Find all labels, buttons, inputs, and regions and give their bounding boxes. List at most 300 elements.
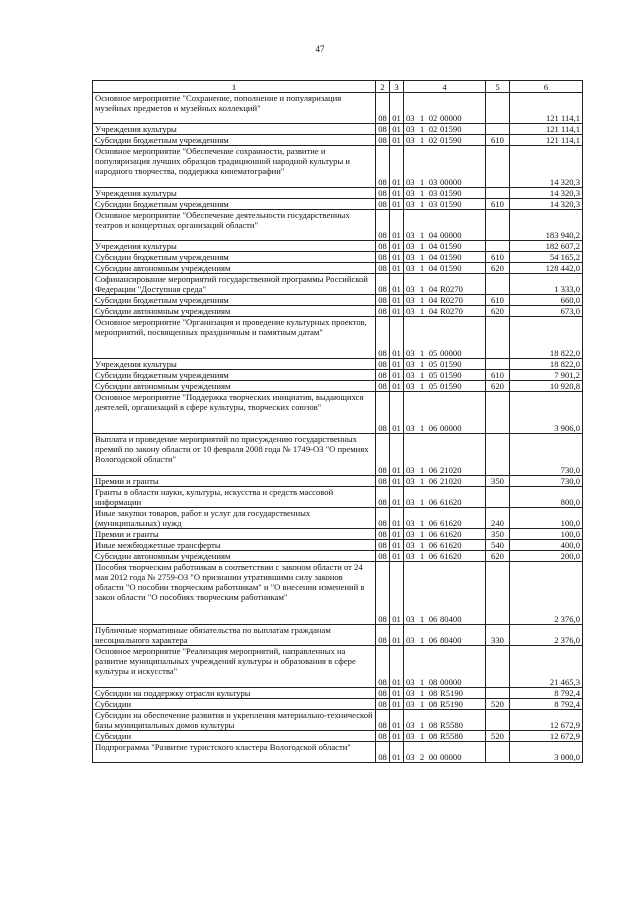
code-part: 03 — [406, 370, 415, 380]
subsection-code: 01 — [390, 476, 404, 487]
row-name: Премии и гранты — [93, 529, 376, 540]
section-code: 08 — [376, 146, 390, 188]
header-cell: 5 — [486, 81, 510, 93]
section-code: 08 — [376, 124, 390, 135]
section-code: 08 — [376, 731, 390, 742]
code-part: 1 — [419, 518, 425, 528]
table-row — [93, 146, 583, 188]
table-row — [93, 529, 583, 540]
code-part: 05 — [428, 348, 438, 358]
section-code: 08 — [376, 274, 390, 295]
subsection-code: 01 — [390, 93, 404, 124]
code-part: 1 — [419, 230, 425, 240]
header-cell: 3 — [390, 81, 404, 93]
subsection-code: 01 — [390, 359, 404, 370]
amount: 121 114,1 — [510, 124, 583, 135]
target-item-code — [404, 487, 486, 508]
code-part: 00000 — [440, 348, 462, 358]
page-number: 47 — [315, 44, 325, 54]
amount: 2 376,0 — [510, 562, 583, 625]
amount: 7 901,2 — [510, 370, 583, 381]
amount: 8 792,4 — [510, 699, 583, 710]
code-part: 06 — [428, 551, 438, 561]
code-part: 04 — [428, 295, 438, 305]
table-row — [93, 93, 583, 124]
section-code: 08 — [376, 252, 390, 263]
target-item-code — [404, 688, 486, 699]
code-part: 06 — [428, 635, 438, 645]
code-part: 03 — [406, 614, 415, 624]
target-item-code — [404, 359, 486, 370]
code-part: R5580 — [440, 731, 463, 741]
amount: 3 906,0 — [510, 392, 583, 434]
expense-type-code: 350 — [486, 529, 510, 540]
amount: 12 672,9 — [510, 731, 583, 742]
code-part: R5190 — [440, 699, 463, 709]
subsection-code: 01 — [390, 252, 404, 263]
amount: 730,0 — [510, 434, 583, 476]
target-item-code — [404, 381, 486, 392]
row-name: Субсидии автономным учреждениям — [93, 263, 376, 274]
section-code: 08 — [376, 540, 390, 551]
code-part: 1 — [419, 423, 425, 433]
row-name: Основное мероприятие "Реализация мероприятий, направленных на развитие муниципальных учреждений культуры и образования в сфере культуры и искусства" — [93, 646, 376, 688]
expense-type-code — [486, 434, 510, 476]
code-part: 00000 — [440, 230, 462, 240]
code-part: 00 — [428, 752, 438, 762]
code-part: 03 — [406, 252, 415, 262]
amount: 183 940,2 — [510, 210, 583, 241]
code-part: 04 — [428, 241, 438, 251]
header-cell: 4 — [404, 81, 486, 93]
target-item-code — [404, 742, 486, 763]
target-item-code — [404, 93, 486, 124]
section-code: 08 — [376, 625, 390, 646]
table-row — [93, 188, 583, 199]
section-code: 08 — [376, 199, 390, 210]
code-part: 02 — [428, 113, 438, 123]
subsection-code: 01 — [390, 317, 404, 359]
code-part: 03 — [406, 263, 415, 273]
expense-type-code — [486, 274, 510, 295]
section-code: 08 — [376, 476, 390, 487]
code-part: 05 — [428, 370, 438, 380]
section-code: 08 — [376, 210, 390, 241]
expense-type-code: 620 — [486, 381, 510, 392]
target-item-code — [404, 306, 486, 317]
code-part: 1 — [419, 381, 425, 391]
section-code: 08 — [376, 487, 390, 508]
table-row — [93, 434, 583, 476]
code-part: 1 — [419, 295, 425, 305]
code-part: 1 — [419, 720, 425, 730]
code-part: 1 — [419, 497, 425, 507]
subsection-code: 01 — [390, 562, 404, 625]
amount: 8 792,4 — [510, 688, 583, 699]
code-part: 1 — [419, 476, 425, 486]
code-part: 1 — [419, 677, 425, 687]
target-item-code — [404, 263, 486, 274]
target-item-code — [404, 540, 486, 551]
amount: 12 672,9 — [510, 710, 583, 731]
row-name: Учреждения культуры — [93, 241, 376, 252]
amount: 121 114,1 — [510, 135, 583, 146]
code-part: 05 — [428, 381, 438, 391]
target-item-code — [404, 188, 486, 199]
code-part: 01590 — [440, 124, 462, 134]
row-name: Субсидии автономным учреждениям — [93, 551, 376, 562]
expense-type-code — [486, 742, 510, 763]
code-part: 61620 — [440, 529, 462, 539]
expense-type-code: 620 — [486, 306, 510, 317]
subsection-code: 01 — [390, 188, 404, 199]
amount: 400,0 — [510, 540, 583, 551]
table-row — [93, 199, 583, 210]
header-cell: 2 — [376, 81, 390, 93]
row-name: Субсидии — [93, 731, 376, 742]
code-part: 00000 — [440, 677, 462, 687]
code-part: 06 — [428, 540, 438, 550]
code-part: 1 — [419, 188, 425, 198]
code-part: 06 — [428, 476, 438, 486]
target-item-code — [404, 710, 486, 731]
code-part: 1 — [419, 551, 425, 561]
code-part: R5580 — [440, 720, 463, 730]
amount: 200,0 — [510, 551, 583, 562]
amount: 1 333,0 — [510, 274, 583, 295]
code-part: 03 — [406, 381, 415, 391]
code-part: 03 — [406, 497, 415, 507]
code-part: 03 — [406, 306, 415, 316]
target-item-code — [404, 434, 486, 476]
row-name: Учреждения культуры — [93, 188, 376, 199]
code-part: 04 — [428, 230, 438, 240]
code-part: 06 — [428, 465, 438, 475]
budget-table — [92, 80, 583, 763]
section-code: 08 — [376, 392, 390, 434]
code-part: 08 — [428, 688, 438, 698]
code-part: 03 — [406, 135, 415, 145]
code-part: 06 — [428, 529, 438, 539]
row-name: Субсидии на обеспечение развития и укрепления материально-технической базы муниципальных домов культуры — [93, 710, 376, 731]
table-row — [93, 476, 583, 487]
code-part: 08 — [428, 699, 438, 709]
row-name: Иные закупки товаров, работ и услуг для государственных (муниципальных) нужд — [93, 508, 376, 529]
code-part: 08 — [428, 731, 438, 741]
amount: 673,0 — [510, 306, 583, 317]
row-name: Субсидии автономным учреждениям — [93, 306, 376, 317]
subsection-code: 01 — [390, 392, 404, 434]
table-row — [93, 392, 583, 434]
section-code: 08 — [376, 263, 390, 274]
table-row — [93, 252, 583, 263]
amount: 121 114,1 — [510, 93, 583, 124]
code-part: 03 — [406, 177, 415, 187]
code-part: 1 — [419, 529, 425, 539]
code-part: 01590 — [440, 370, 462, 380]
amount: 3 000,0 — [510, 742, 583, 763]
row-name: Субсидии бюджетным учреждениям — [93, 135, 376, 146]
target-item-code — [404, 146, 486, 188]
amount: 10 920,8 — [510, 381, 583, 392]
expense-type-code — [486, 93, 510, 124]
section-code: 08 — [376, 508, 390, 529]
target-item-code — [404, 529, 486, 540]
table-row — [93, 487, 583, 508]
code-part: 03 — [406, 699, 415, 709]
section-code: 08 — [376, 241, 390, 252]
expense-type-code: 520 — [486, 731, 510, 742]
section-code: 08 — [376, 551, 390, 562]
code-part: 80400 — [440, 614, 462, 624]
subsection-code: 01 — [390, 306, 404, 317]
code-part: 03 — [406, 540, 415, 550]
subsection-code: 01 — [390, 529, 404, 540]
code-part: 03 — [406, 551, 415, 561]
expense-type-code — [486, 487, 510, 508]
table-row — [93, 359, 583, 370]
row-name: Субсидии на поддержку отрасли культуры — [93, 688, 376, 699]
code-part: 00000 — [440, 113, 462, 123]
code-part: 1 — [419, 359, 425, 369]
code-part: 61620 — [440, 518, 462, 528]
table-row — [93, 306, 583, 317]
row-name: Учреждения культуры — [93, 359, 376, 370]
code-part: 00000 — [440, 423, 462, 433]
subsection-code: 01 — [390, 551, 404, 562]
subsection-code: 01 — [390, 710, 404, 731]
subsection-code: 01 — [390, 210, 404, 241]
row-name: Премии и гранты — [93, 476, 376, 487]
row-name: Основное мероприятие "Поддержка творческих инициатив, выдающихся деятелей, организаций в сфере культуры, творческих союзов" — [93, 392, 376, 434]
code-part: 21020 — [440, 465, 462, 475]
code-part: 01590 — [440, 381, 462, 391]
code-part: 03 — [406, 476, 415, 486]
row-name: Субсидии бюджетным учреждениям — [93, 370, 376, 381]
expense-type-code: 540 — [486, 540, 510, 551]
code-part: 04 — [428, 284, 438, 294]
target-item-code — [404, 646, 486, 688]
code-part: 1 — [419, 284, 425, 294]
code-part: 03 — [406, 113, 415, 123]
code-part: 1 — [419, 135, 425, 145]
subsection-code: 01 — [390, 731, 404, 742]
expense-type-code — [486, 210, 510, 241]
code-part: 03 — [428, 188, 438, 198]
code-part: 03 — [406, 359, 415, 369]
table-row — [93, 295, 583, 306]
table-row — [93, 381, 583, 392]
section-code: 08 — [376, 317, 390, 359]
table-row — [93, 274, 583, 295]
target-item-code — [404, 274, 486, 295]
code-part: 00000 — [440, 752, 462, 762]
target-item-code — [404, 562, 486, 625]
subsection-code: 01 — [390, 508, 404, 529]
expense-type-code — [486, 392, 510, 434]
section-code: 08 — [376, 742, 390, 763]
subsection-code: 01 — [390, 625, 404, 646]
subsection-code: 01 — [390, 646, 404, 688]
expense-type-code — [486, 317, 510, 359]
code-part: 06 — [428, 423, 438, 433]
expense-type-code: 620 — [486, 263, 510, 274]
subsection-code: 01 — [390, 199, 404, 210]
table-row — [93, 646, 583, 688]
subsection-code: 01 — [390, 135, 404, 146]
code-part: 03 — [406, 295, 415, 305]
row-name: Иные межбюджетные трансферты — [93, 540, 376, 551]
code-part: 03 — [406, 720, 415, 730]
row-name: Учреждения культуры — [93, 124, 376, 135]
section-code: 08 — [376, 188, 390, 199]
code-part: 1 — [419, 263, 425, 273]
code-part: 08 — [428, 677, 438, 687]
code-part: 01590 — [440, 135, 462, 145]
row-name: Основное мероприятие "Обеспечение сохранности, развитие и популяризация лучших образцов традиционной народной культуры и народного творчества, поддержка кинематографии" — [93, 146, 376, 188]
amount: 18 822,0 — [510, 317, 583, 359]
section-code: 08 — [376, 93, 390, 124]
table-row — [93, 135, 583, 146]
code-part: 03 — [406, 199, 415, 209]
target-item-code — [404, 252, 486, 263]
code-part: 1 — [419, 699, 425, 709]
row-name: Субсидии бюджетным учреждениям — [93, 295, 376, 306]
code-part: R0270 — [440, 306, 463, 316]
table-row — [93, 551, 583, 562]
target-item-code — [404, 370, 486, 381]
header-cell: 1 — [93, 81, 376, 93]
expense-type-code: 330 — [486, 625, 510, 646]
row-name: Выплата и проведение мероприятий по присуждению государственных премий по закону области от 10 февраля 2008 года № 1749-ОЗ "О премиях Вологодской области" — [93, 434, 376, 476]
table-row — [93, 370, 583, 381]
code-part: 03 — [406, 284, 415, 294]
amount: 128 442,0 — [510, 263, 583, 274]
target-item-code — [404, 551, 486, 562]
target-item-code — [404, 124, 486, 135]
code-part: 2 — [419, 752, 425, 762]
code-part: 80400 — [440, 635, 462, 645]
code-part: 21020 — [440, 476, 462, 486]
code-part: 1 — [419, 465, 425, 475]
code-part: 06 — [428, 518, 438, 528]
code-part: 04 — [428, 252, 438, 262]
expense-type-code: 610 — [486, 135, 510, 146]
code-part: 04 — [428, 306, 438, 316]
code-part: 00000 — [440, 177, 462, 187]
table-row — [93, 241, 583, 252]
subsection-code: 01 — [390, 263, 404, 274]
section-code: 08 — [376, 295, 390, 306]
row-name: Основное мероприятие "Сохранение, пополнение и популяризация музейных предметов и музейных коллекций" — [93, 93, 376, 124]
code-part: 03 — [406, 688, 415, 698]
subsection-code: 01 — [390, 295, 404, 306]
code-part: 1 — [419, 348, 425, 358]
expense-type-code — [486, 146, 510, 188]
code-part: 01590 — [440, 241, 462, 251]
code-part: 1 — [419, 688, 425, 698]
amount: 2 376,0 — [510, 625, 583, 646]
code-part: 1 — [419, 113, 425, 123]
table-row — [93, 562, 583, 625]
code-part: 03 — [406, 241, 415, 251]
code-part: 03 — [406, 731, 415, 741]
code-part: R5190 — [440, 688, 463, 698]
code-part: 1 — [419, 199, 425, 209]
code-part: 08 — [428, 720, 438, 730]
row-name: Субсидии — [93, 699, 376, 710]
amount: 100,0 — [510, 508, 583, 529]
row-name: Гранты в области науки, культуры, искусства и средств массовой информации — [93, 487, 376, 508]
table-row — [93, 263, 583, 274]
section-code: 08 — [376, 434, 390, 476]
code-part: 61620 — [440, 540, 462, 550]
expense-type-code — [486, 124, 510, 135]
amount: 730,0 — [510, 476, 583, 487]
code-part: 06 — [428, 497, 438, 507]
amount: 182 607,2 — [510, 241, 583, 252]
code-part: 02 — [428, 135, 438, 145]
amount: 54 165,2 — [510, 252, 583, 263]
code-part: 1 — [419, 241, 425, 251]
code-part: 03 — [428, 199, 438, 209]
row-name: Пособия творческим работникам в соответствии с законом области от 24 мая 2012 года № 2759-ОЗ "О признании утратившими силу законов области "О пособии творческим работникам" и "О внесении изменений в закон области "О пособиях творческим работникам" — [93, 562, 376, 625]
target-item-code — [404, 210, 486, 241]
code-part: 61620 — [440, 551, 462, 561]
expense-type-code — [486, 688, 510, 699]
section-code: 08 — [376, 359, 390, 370]
subsection-code: 01 — [390, 487, 404, 508]
code-part: 01590 — [440, 199, 462, 209]
subsection-code: 01 — [390, 370, 404, 381]
amount: 660,0 — [510, 295, 583, 306]
expense-type-code: 620 — [486, 551, 510, 562]
table-row — [93, 699, 583, 710]
row-name: Субсидии бюджетным учреждениям — [93, 199, 376, 210]
code-part: 01590 — [440, 252, 462, 262]
code-part: 01590 — [440, 263, 462, 273]
subsection-code: 01 — [390, 699, 404, 710]
code-part: 1 — [419, 540, 425, 550]
subsection-code: 01 — [390, 381, 404, 392]
expense-type-code: 520 — [486, 699, 510, 710]
table-row — [93, 710, 583, 731]
section-code: 08 — [376, 646, 390, 688]
subsection-code: 01 — [390, 434, 404, 476]
code-part: 1 — [419, 614, 425, 624]
target-item-code — [404, 731, 486, 742]
subsection-code: 01 — [390, 241, 404, 252]
code-part: 01590 — [440, 188, 462, 198]
expense-type-code — [486, 359, 510, 370]
code-part: 03 — [406, 188, 415, 198]
amount: 14 320,3 — [510, 188, 583, 199]
code-part: 03 — [406, 635, 415, 645]
expense-type-code: 350 — [486, 476, 510, 487]
code-part: R0270 — [440, 284, 463, 294]
code-part: 03 — [428, 177, 438, 187]
expense-type-code — [486, 562, 510, 625]
header-cell: 6 — [510, 81, 583, 93]
row-name: Основное мероприятие "Обеспечение деятельности государственных театров и концертных организаций области" — [93, 210, 376, 241]
subsection-code: 01 — [390, 124, 404, 135]
row-name: Софинансирование мероприятий государственной программы Российской Федерации "Доступная среда" — [93, 274, 376, 295]
section-code: 08 — [376, 135, 390, 146]
code-part: R0270 — [440, 295, 463, 305]
expense-type-code: 610 — [486, 295, 510, 306]
amount: 800,0 — [510, 487, 583, 508]
table-row — [93, 625, 583, 646]
